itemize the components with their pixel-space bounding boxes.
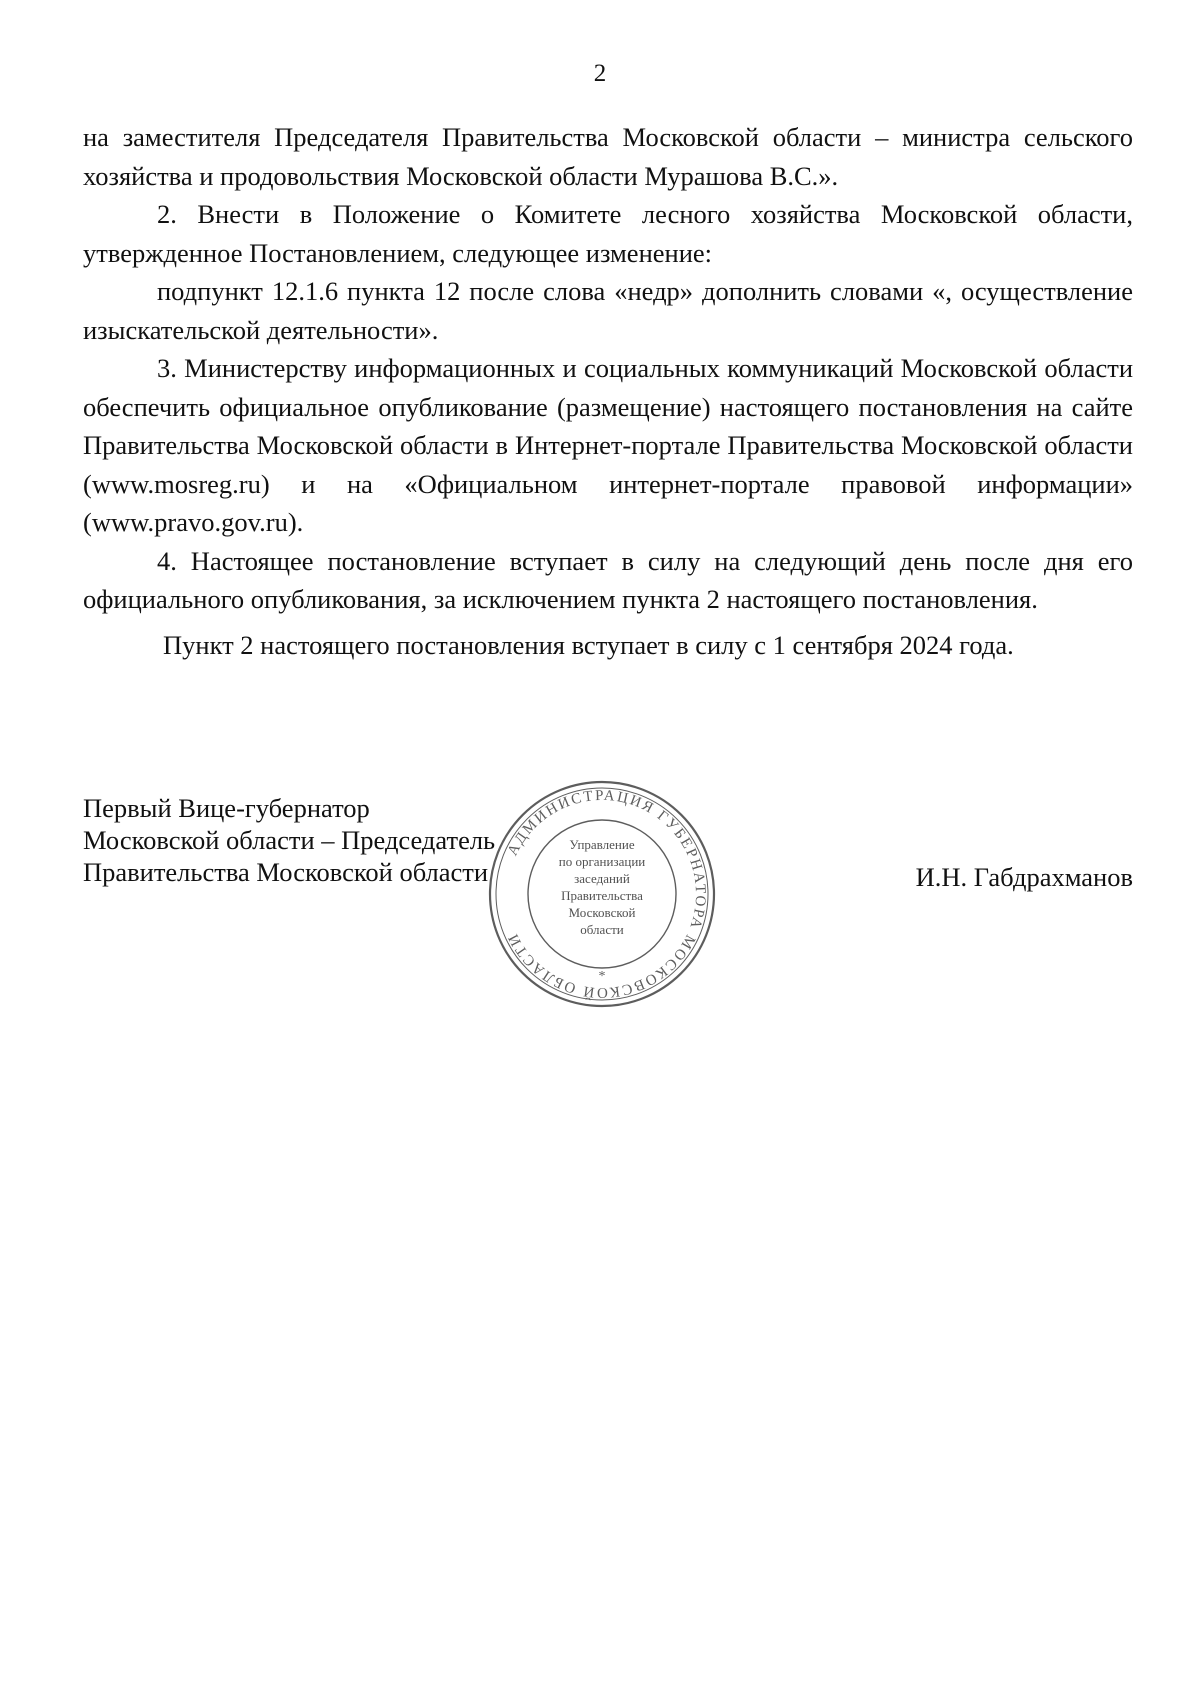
seal-inner-line: по организации xyxy=(558,854,646,869)
signatory-title-line: Московской области – Председатель xyxy=(83,825,496,855)
page-number: 2 xyxy=(593,60,607,87)
paragraph-item-4: 4. Настоящее постановление вступает в силу на следующий день после дня его официального опубликования, за исключением пункта 2 настоящего постановления. xyxy=(83,545,1133,614)
paragraph-item-3: 3. Министерству информационных и социальных коммуникаций Московской области обеспечить официальное опубликование (размещение) настоящего постановления на сайте Правительства Московской области в Интернет-портале Правительства Московской области (www.mosreg.ru) и на «Официальном интернет-портале правовой информации» (www.pravo.gov.ru). xyxy=(83,353,1133,537)
seal-inner-line: Московской xyxy=(568,905,636,920)
paragraph-continuation: на заместителя Председателя Правительства Московской области – министра сельского хозяйства и продовольствия Московской области Мурашова В.С.». xyxy=(83,122,1133,191)
seal-outer-text: АДМИНИСТРАЦИЯ ГУБЕРНАТОРА МОСКОВСКОЙ ОБЛАСТИ xyxy=(504,787,709,1001)
seal-inner-line: заседаний xyxy=(574,871,630,886)
seal-star-icon: * xyxy=(598,969,606,984)
paragraph-item-2: 2. Внести в Положение о Комитете лесного хозяйства Московской области, утвержденное Постановлением, следующее изменение: xyxy=(83,199,1133,268)
seal-inner-line: Управление xyxy=(569,837,635,852)
signatory-title-line: Первый Вице-губернатор xyxy=(83,793,370,823)
seal-inner-line: Правительства xyxy=(561,888,643,903)
signatory-title-line: Правительства Московской области xyxy=(83,857,489,887)
signatory-title xyxy=(83,792,495,888)
document-body xyxy=(83,118,1133,664)
seal-inner-line: области xyxy=(580,922,624,937)
official-seal-stamp xyxy=(482,774,722,1014)
seal-inner-text xyxy=(542,836,662,938)
signatory-name: И.Н. Габдрахманов xyxy=(915,862,1133,892)
paragraph-subitem-amendment: подпункт 12.1.6 пункта 12 после слова «недр» дополнить словами «, осуществление изыскательской деятельности». xyxy=(83,276,1133,345)
paragraph-effective-date: Пункт 2 настоящего постановления вступает в силу с 1 сентября 2024 года. xyxy=(163,629,1014,660)
